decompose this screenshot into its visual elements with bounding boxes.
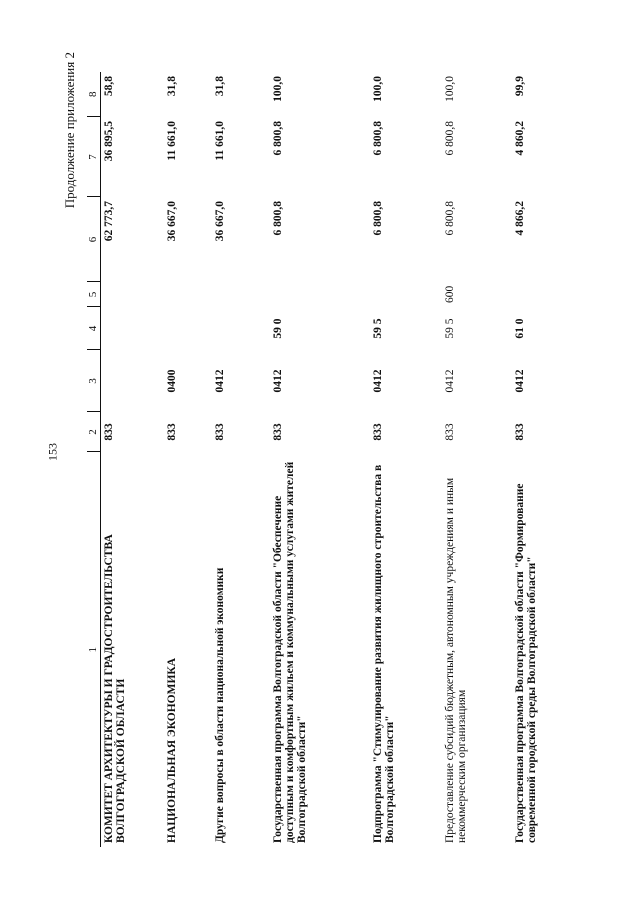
cell-percent: 99,9 xyxy=(513,76,526,97)
row-name: НАЦИОНАЛЬНАЯ ЭКОНОМИКА xyxy=(165,657,178,843)
cell-fact: 36 895,5 xyxy=(103,121,115,162)
row-name: Предоставление субсидий бюджетным, автономным учреждениям и иным некоммерческим организациям xyxy=(443,477,468,843)
col-header: 4 xyxy=(87,307,101,350)
cell-ministry: 833 xyxy=(213,423,226,441)
cell-target: 61 0 xyxy=(513,318,526,339)
table-row xyxy=(270,72,370,847)
cell-fact: 6 800,8 xyxy=(271,121,284,156)
col-header: 6 xyxy=(87,197,101,282)
cell-type: 600 xyxy=(443,285,456,303)
table-row xyxy=(370,72,442,847)
cell-section: 0412 xyxy=(443,369,456,393)
cell-section: 0412 xyxy=(271,369,284,393)
cell-target xyxy=(164,307,212,350)
row-name: Подпрограмма "Стимулирование развития жилищного строительства в Волгоградской области" xyxy=(371,464,396,843)
row-name: Государственная программа Волгоградской области "Формирование современной городской среды Волгоградской области" xyxy=(513,483,538,843)
cell-ministry: 833 xyxy=(371,423,384,441)
table-row xyxy=(512,72,582,847)
cell-fact: 6 800,8 xyxy=(371,121,384,156)
cell-fact: 11 661,0 xyxy=(165,121,178,161)
cell-type xyxy=(512,282,582,307)
table-row xyxy=(212,72,270,847)
cell-ministry: 833 xyxy=(165,423,178,441)
cell-section: 0412 xyxy=(513,369,526,393)
row-name: Другие вопросы в области национальной экономики xyxy=(213,567,226,843)
cell-ministry: 833 xyxy=(443,423,456,441)
col-header: 7 xyxy=(87,117,101,197)
col-header: 5 xyxy=(87,282,101,307)
cell-type xyxy=(101,282,164,307)
cell-plan: 6 800,8 xyxy=(443,201,456,236)
cell-percent: 31,8 xyxy=(213,76,226,97)
table-row xyxy=(442,72,512,847)
cell-fact: 11 661,0 xyxy=(213,121,226,161)
cell-plan: 62 773,7 xyxy=(103,201,115,242)
col-header: 3 xyxy=(87,350,101,412)
col-header: 1 xyxy=(87,452,101,847)
cell-fact: 4 860,2 xyxy=(513,121,526,156)
budget-table xyxy=(87,72,582,847)
cell-target xyxy=(101,307,164,350)
cell-ministry: 833 xyxy=(513,423,526,441)
cell-plan: 36 667,0 xyxy=(213,201,226,242)
cell-plan: 6 800,8 xyxy=(271,201,284,236)
cell-ministry: 833 xyxy=(271,423,284,441)
cell-percent: 100,0 xyxy=(443,76,456,102)
cell-plan: 4 866,2 xyxy=(513,201,526,236)
cell-target: 59 5 xyxy=(443,318,456,339)
cell-percent: 100,0 xyxy=(371,76,384,102)
cell-target: 59 0 xyxy=(271,318,284,339)
row-name: Государственная программа Волгоградской области "Обеспечение доступным и комфортным жильем и коммунальными услугами жителей Волгоградской области" xyxy=(271,461,308,843)
cell-type xyxy=(212,282,270,307)
row-name: КОМИТЕТ АРХИТЕКТУРЫ И ГРАДОСТРОИТЕЛЬСТВА ВОЛГОГРАДСКОЙ ОБЛАСТИ xyxy=(103,534,127,843)
cell-type xyxy=(270,282,370,307)
cell-plan: 36 667,0 xyxy=(165,201,178,242)
col-header: 8 xyxy=(87,72,101,117)
table-row xyxy=(101,72,164,847)
col-header: 2 xyxy=(87,412,101,452)
cell-section: 0412 xyxy=(213,369,226,393)
cell-section: 0400 xyxy=(165,369,178,393)
column-numbers-row xyxy=(87,72,101,847)
cell-ministry: 833 xyxy=(103,423,115,441)
cell-percent: 58,8 xyxy=(103,76,115,97)
cell-section xyxy=(101,350,164,412)
cell-target xyxy=(212,307,270,350)
table-row xyxy=(164,72,212,847)
cell-percent: 100,0 xyxy=(271,76,284,102)
page-number: 153 xyxy=(45,443,60,461)
cell-type xyxy=(164,282,212,307)
cell-fact: 6 800,8 xyxy=(443,121,456,156)
cell-section: 0412 xyxy=(371,369,384,393)
cell-plan: 6 800,8 xyxy=(371,201,384,236)
cell-target: 59 5 xyxy=(371,318,384,339)
continuation-label: Продолжение приложения 2 xyxy=(62,52,77,209)
cell-percent: 31,8 xyxy=(165,76,178,97)
cell-type xyxy=(370,282,442,307)
